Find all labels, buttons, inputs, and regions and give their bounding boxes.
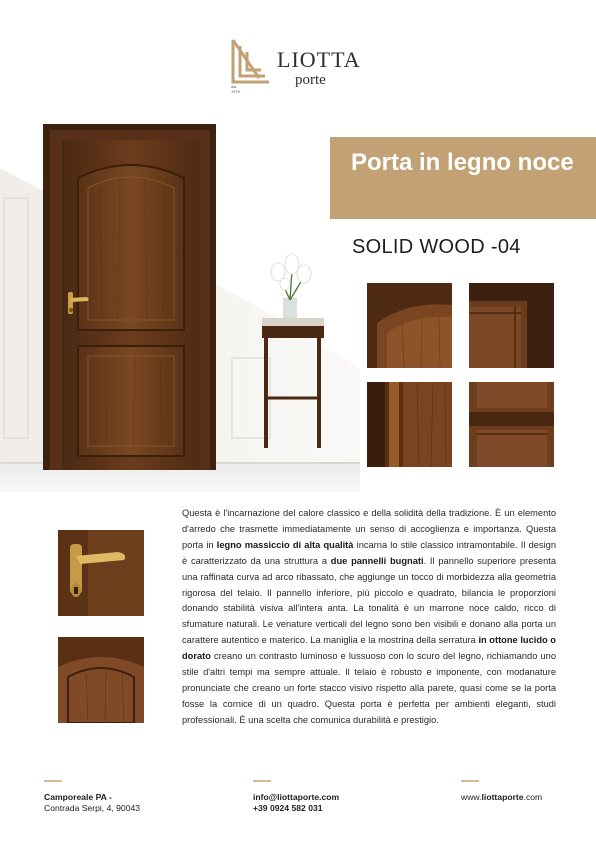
product-model: SOLID WOOD -04 bbox=[352, 236, 521, 258]
footer-phone[interactable]: +39 0924 582 031 bbox=[253, 803, 323, 813]
hero-door-photo bbox=[0, 108, 360, 492]
brand-logo bbox=[229, 38, 369, 96]
footer-contacts bbox=[253, 780, 339, 815]
detail-photo-handle bbox=[58, 530, 144, 616]
highlight-brass: in ottone lucido o dorato bbox=[182, 635, 556, 662]
footer-website-link[interactable]: www.liottaporte.com bbox=[461, 791, 543, 802]
highlight-two-panels: due pannelli bugnati bbox=[330, 555, 424, 566]
detail-photo-frame-corner bbox=[469, 283, 554, 368]
detail-photo-panel-joint bbox=[469, 382, 554, 467]
product-title-box bbox=[330, 137, 596, 219]
detail-photo-arch-panel bbox=[58, 637, 144, 723]
footer-rule bbox=[44, 780, 62, 782]
footer-rule bbox=[461, 780, 479, 782]
footer-address: Camporeale PA - Contrada Serpi, 4, 90043 bbox=[44, 780, 140, 815]
brand-name: LIOTTA bbox=[277, 47, 361, 72]
detail-photo-arch bbox=[367, 283, 452, 368]
footer-website bbox=[461, 780, 542, 803]
footer-email-link[interactable]: info@liottaporte.com bbox=[253, 791, 340, 802]
footer-rule bbox=[253, 780, 271, 782]
product-title: Porta in legno noce bbox=[351, 149, 574, 176]
detail-photo-moulding bbox=[367, 382, 452, 467]
product-description: Questa è l'incarnazione del calore classico e della solidità della tradizione. È un elemento d'arredo che trasmette immediatamente un senso di accoglienza e importanza. Questa porta in legno massiccio di alta qualità incarna lo stile classico intramontabile. Il design è caratterizzato da una struttura a due pannelli bugnati. Il pannello superiore presenta una raffinata curva ad arco ribassato, che aggiunge un tocco di morbidezza alla geometria rigorosa del telaio. Il pannello inferiore, più piccolo e quadrato, bilancia le proporzioni donando stabilità visiva all'intera anta. La tonalità è un marrone noce caldo, ricco di sfumature naturali. Le venature verticali del legno sono ben visibili e donano alla porta un carattere autentico e materico. La maniglia e la mostrina della serratura in ottone lucido o dorato creano un contrasto luminoso e lussuoso con lo scuro del legno, richiamando uno stile d'altri tempi ma sempre attuale. Il telaio è robusto e imponente, con modanature pronunciate che creano un forte stacco visivo rispetto alla parete, quasi come se la porta fosse la cornice di un quadro. Questa porta è perfetta per ambienti eleganti, studi professionali. È una scelta che comunica durabilità e prestigio. bbox=[182, 508, 556, 725]
highlight-solid-wood: legno massiccio di alta qualità bbox=[216, 539, 354, 550]
logo-established: dal 1979 bbox=[231, 84, 240, 94]
brand-sub: porte bbox=[295, 72, 326, 88]
